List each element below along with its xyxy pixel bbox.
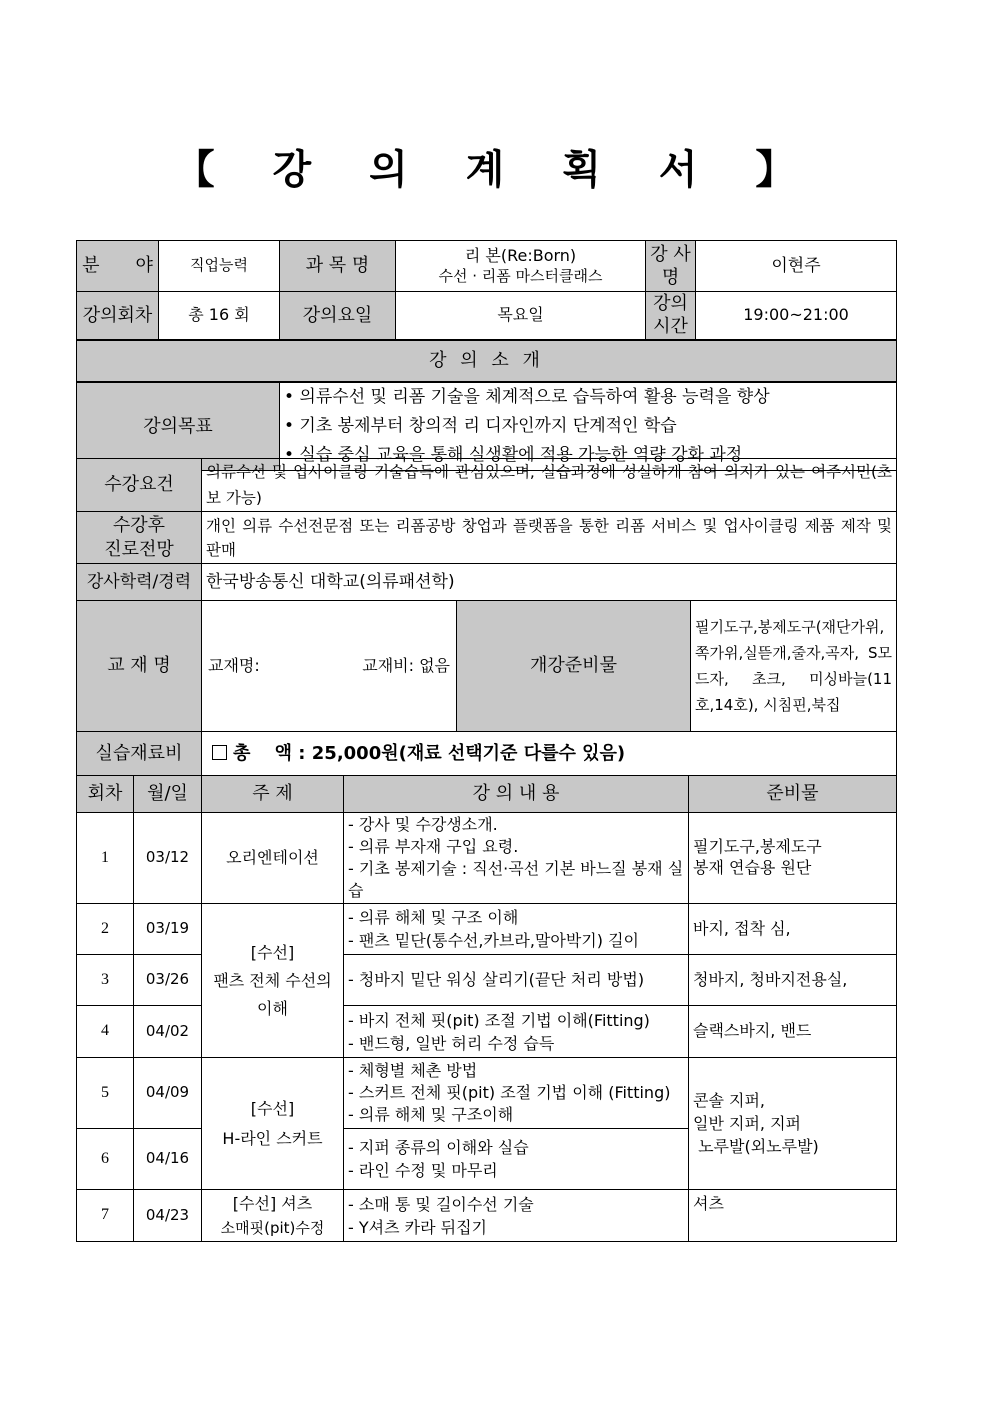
goal-item: • 기초 봉제부터 창의적 리 디자인까지 단계적인 학습 — [284, 415, 677, 436]
subject-line-2: 수선 · 리폼 마스터클래스 — [438, 266, 603, 285]
session-content — [344, 1129, 689, 1190]
content-line: - 기초 봉제기술 : 직선·곡선 기본 바느질 봉재 실습 — [348, 859, 684, 900]
requirement-label: 수강요건 — [77, 459, 202, 512]
checkbox-icon — [212, 745, 227, 760]
table-row — [77, 904, 897, 955]
career-label-line-2: 진로전망 — [104, 538, 174, 560]
schedule-table — [76, 775, 897, 1242]
content-line: - 바지 전체 핏(pit) 조절 기법 이해(Fitting) — [348, 1010, 650, 1030]
material-cell — [202, 732, 897, 777]
session-content — [344, 813, 689, 904]
goal-item: • 의류수선 및 리폼 기술을 체계적으로 습득하여 활용 능력을 향상 — [284, 386, 770, 407]
session-date: 04/02 — [134, 1006, 202, 1058]
requirement-value: 의류수선 및 업사이클링 기술습득에 관심있으며, 실습과정에 성실하게 참여 의지가 있는 여주시민(초보 가능) — [202, 459, 897, 512]
session-date: 03/12 — [134, 813, 202, 904]
session-date: 03/26 — [134, 955, 202, 1006]
time-label: 강의시간 — [646, 292, 696, 340]
group-topic-skirt — [202, 1058, 344, 1190]
intro-detail-table — [76, 458, 897, 777]
session-content — [344, 1190, 689, 1242]
instructor-label: 강 사 명 — [646, 241, 696, 292]
table-row — [77, 1190, 897, 1242]
group-topic-shirt — [202, 1190, 344, 1242]
schedule-header-date: 월/일 — [134, 776, 202, 813]
content-line: - 체형별 체촌 방법 — [348, 1061, 478, 1080]
schedule-header-no: 회차 — [77, 776, 134, 813]
subject-label: 과 목 명 — [280, 241, 396, 292]
textbook-name: 교재명: — [208, 655, 260, 675]
prep-line: 일반 지퍼, 지퍼 — [693, 1114, 801, 1133]
session-no: 4 — [77, 1006, 134, 1058]
schedule-header-content: 강 의 내 용 — [344, 776, 689, 813]
instructor-value: 이현주 — [696, 241, 897, 292]
session-no: 6 — [77, 1129, 134, 1190]
session-prep: 슬랙스바지, 밴드 — [689, 1006, 897, 1058]
content-line: - 팬츠 밑단(통수선,카브라,말아박기) 길이 — [348, 931, 639, 950]
prep-line: 봉재 연습용 원단 — [693, 858, 812, 877]
prep-line: 콘솔 지퍼, — [693, 1091, 765, 1110]
course-info-table — [76, 240, 897, 471]
table-row — [77, 1058, 897, 1129]
content-line: - 강사 및 수강생소개. — [348, 815, 498, 834]
session-content — [344, 1058, 689, 1129]
education-label: 강사학력/경력 — [77, 564, 202, 601]
content-line: - 라인 수정 및 마무리 — [348, 1161, 498, 1180]
session-prep: 청바지, 청바지전용실, — [689, 955, 897, 1006]
session-no: 3 — [77, 955, 134, 1006]
session-no: 1 — [77, 813, 134, 904]
intro-header: 강 의 소 개 — [77, 340, 897, 382]
topic-line: [수선] — [250, 1098, 295, 1118]
session-topic: 오리엔테이션 — [202, 813, 344, 904]
prep-value: 필기도구,봉제도구(재단가위,쪽가위,실뜯개,줄자,곡자, S모드자, 초크, 미싱바늘(11호,14호), 시침핀,북집 — [691, 601, 897, 732]
table-row — [77, 1006, 897, 1058]
topic-line: [수선] — [250, 942, 295, 962]
content-line: - 소매 통 및 길이수선 기술 — [348, 1194, 534, 1214]
session-prep: 셔츠 — [689, 1190, 897, 1242]
page-title: 【 강 의 계 획 서 】 — [174, 147, 818, 193]
topic-line: 이해 — [257, 998, 288, 1018]
content-line: - 의류 해체 및 구조 이해 — [348, 908, 519, 927]
prep-label: 개강준비물 — [457, 601, 691, 732]
prep-line: 노루발(외노루발) — [693, 1137, 819, 1156]
table-row — [77, 813, 897, 904]
session-no: 7 — [77, 1190, 134, 1242]
sessions-label: 강의회차 — [77, 292, 159, 340]
material-value: 총 액 : 25,000원(재료 선택기준 다를수 있음) — [233, 743, 626, 765]
subject-line-1: 리 본(Re:Born) — [464, 245, 577, 265]
session-no: 5 — [77, 1058, 134, 1129]
session-date: 04/09 — [134, 1058, 202, 1129]
education-value: 한국방송통신 대학교(의류패션학) — [202, 564, 897, 601]
content-line: - 스커트 전체 핏(pit) 조절 기법 이해 (Fitting) — [348, 1083, 671, 1102]
textbook-label: 교 재 명 — [77, 601, 202, 732]
topic-line: [수선] 셔츠 — [232, 1193, 313, 1213]
content-line: - 지퍼 종류의 이해와 실습 — [348, 1138, 529, 1157]
goal-list — [280, 382, 897, 471]
material-label: 실습재료비 — [77, 732, 202, 777]
session-date: 04/23 — [134, 1190, 202, 1242]
field-value: 직업능력 — [159, 241, 280, 292]
schedule-header-prep: 준비물 — [689, 776, 897, 813]
session-content — [344, 1006, 689, 1058]
goal-label: 강의목표 — [77, 382, 280, 471]
day-label: 강의요일 — [280, 292, 396, 340]
topic-line: H-라인 스커트 — [222, 1128, 323, 1148]
group-topic-pants — [202, 904, 344, 1058]
content-line: - 밴드형, 일반 허리 수정 습득 — [348, 1033, 555, 1053]
schedule-header-topic: 주 제 — [202, 776, 344, 813]
career-label-line-1: 수강후 — [112, 515, 166, 537]
day-value: 목요일 — [396, 292, 646, 340]
topic-line: 팬츠 전체 수선의 — [213, 970, 332, 990]
session-date: 04/16 — [134, 1129, 202, 1190]
time-value: 19:00~21:00 — [696, 292, 897, 340]
table-row — [77, 955, 897, 1006]
career-value: 개인 의류 수선전문점 또는 리폼공방 창업과 플랫폼을 통한 리폼 서비스 및 업사이클링 제품 제작 및 판매 — [202, 512, 897, 564]
session-prep — [689, 813, 897, 904]
session-content: - 청바지 밑단 워싱 살리기(끝단 처리 방법) — [344, 955, 689, 1006]
content-line: - 의류 해체 및 구조이해 — [348, 1105, 514, 1124]
career-label — [77, 512, 202, 564]
topic-line: 소매핏(pit)수정 — [220, 1218, 325, 1237]
content-line: - 의류 부자재 구입 요령. — [348, 837, 519, 856]
textbook-cost: 교재비: 없음 — [362, 655, 450, 675]
prep-line: 필기도구,봉제도구 — [693, 837, 822, 857]
sessions-value: 총 16 회 — [159, 292, 280, 340]
textbook-cell — [202, 601, 457, 732]
content-line: - Y셔츠 카라 뒤집기 — [348, 1217, 487, 1237]
session-date: 03/19 — [134, 904, 202, 955]
session-prep: 바지, 접착 심, — [689, 904, 897, 955]
subject-value — [396, 241, 646, 292]
group-prep-skirt — [689, 1058, 897, 1190]
field-label: 분 야 — [77, 241, 159, 292]
goal-item: • 실습 중심 교육을 통해 실생활에 적용 가능한 역량 강화 과정 — [284, 444, 743, 465]
session-content — [344, 904, 689, 955]
session-no: 2 — [77, 904, 134, 955]
